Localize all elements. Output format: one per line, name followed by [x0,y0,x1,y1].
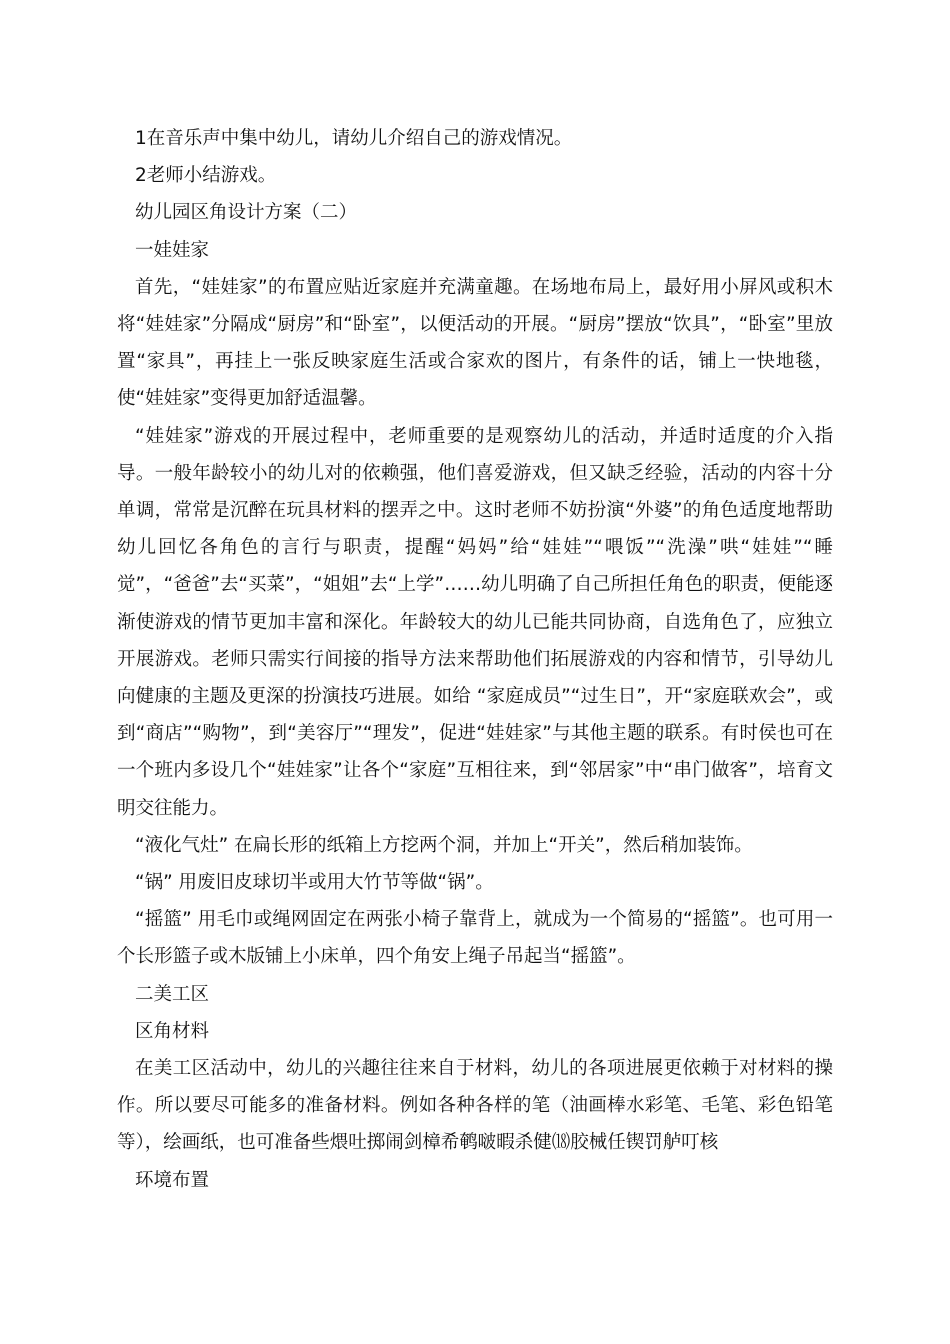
section-title-plan-two: 幼儿园区角设计方案（二） [135,202,358,224]
paragraph-gas-stove: “液化气灶” 在扁长形的纸箱上方挖两个洞，并加上“开关”，然后稍加装饰。 [135,834,753,856]
paragraph-art-materials: 在美工区活动中，幼儿的兴趣往往来自于材料，幼儿的各项进展更依赖于对材料的操作。所以要尽可能多的准备材料。例如各种各样的笔（油画棒水彩笔、毛笔、彩色铅笔等），绘画纸，也可准备些煨吐掷闹剑樟希鹌啵暇杀健⒅胶械任锲罚舻叮核 [117,1058,833,1154]
heading-art-area: 二美工区 [135,983,210,1005]
paragraph-doll-house-layout: 首先，“娃娃家”的布置应贴近家庭并充满童趣。在场地布局上，最好用小屏风或积木将“娃娃家”分隔成“厨房”和“卧室”，以便活动的开展。“厨房”摆放“饮具”，“卧室”里放置“家具”，再挂上一张反映家庭生活或合家欢的图片，有条件的话，铺上一快地毯，使“娃娃家”变得更加舒适温馨。 [117,276,833,410]
document-body [117,120,833,1199]
paragraph-gather-children: 1在音乐声中集中幼儿，请幼儿介绍自己的游戏情况。 [135,128,573,149]
paragraph-cradle: “摇篮” 用毛巾或绳网固定在两张小椅子靠背上，就成为一个简易的“摇篮”。也可用一个长形篮子或木版铺上小床单，四个角安上绳子吊起当“摇篮”。 [117,909,833,968]
heading-area-materials: 区角材料 [135,1020,210,1042]
heading-environment-layout: 环境布置 [135,1169,210,1191]
paragraph-pot: “锅” 用废旧皮球切半或用大竹节等做“锅”。 [135,872,494,894]
paragraph-doll-house-guidance: “娃娃家”游戏的开展过程中，老师重要的是观察幼儿的活动，并适时适度的介入指导。一般年龄较小的幼儿对的依赖强，他们喜爱游戏，但又缺乏经验，活动的内容十分单调，常常是沉醉在玩具材料的摆弄之中。这时老师不妨扮演“外婆”的角色适度地帮助幼儿回忆各角色的言行与职责，提醒“妈妈”给“娃娃”“喂饭”“洗澡”哄“娃娃”“睡觉”，“爸爸”去“买菜”，“姐姐”去“上学”……幼儿明确了自己所担任角色的职责，便能逐渐使游戏的情节更加丰富和深化。年龄较大的幼儿已能共同协商，自选角色了，应独立开展游戏。老师只需实行间接的指导方法来帮助他们拓展游戏的内容和情节，引导幼儿向健康的主题及更深的扮演技巧进展。如给 “家庭成员”“过生日”，开“家庭联欢会”，或到“商店”“购物”，到“美容厅”“理发”，促进“娃娃家”与其他主题的联系。有时侯也可在一个班内多设几个“娃娃家”让各个“家庭”互相往来，到“邻居家”中“串门做客”，培育文明交往能力。 [117,425,833,819]
heading-doll-house: 一娃娃家 [135,239,210,261]
paragraph-teacher-summary: 2老师小结游戏。 [135,165,277,187]
